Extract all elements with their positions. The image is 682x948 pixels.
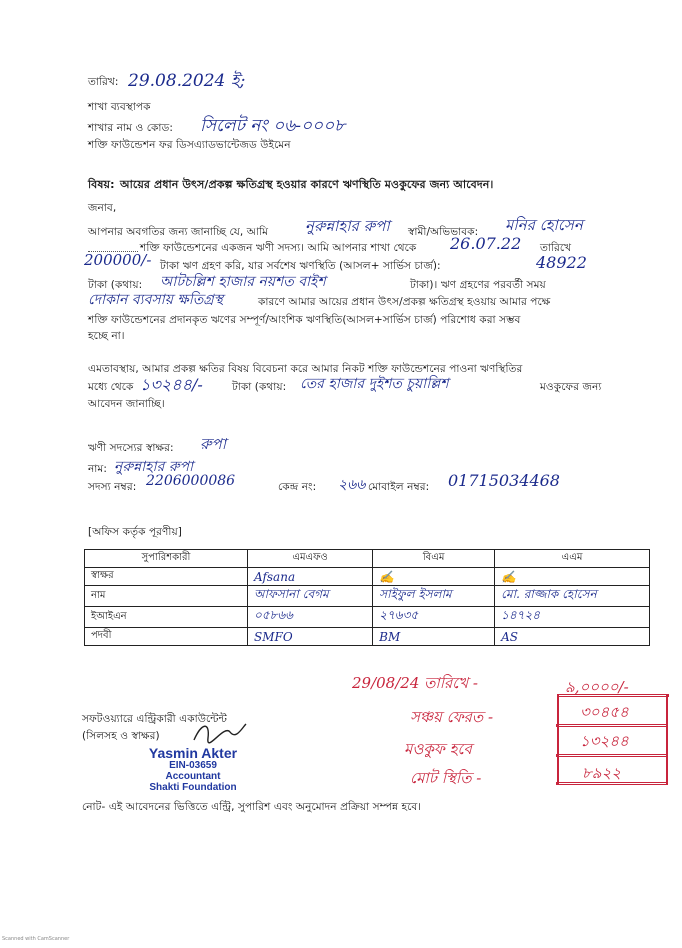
para1-t3: শক্তি ফাউন্ডেশনের একজন ঋণী সদস্য। আমি আপনার শাখা থেকে xyxy=(140,242,417,254)
table-cell: ১৪৭২৪ xyxy=(495,607,650,628)
member-sign-value: রুপা xyxy=(200,435,227,453)
para2-t5: আবেদন জানাচ্ছি। xyxy=(88,398,165,410)
branch-label: শাখার নাম ও কোড: xyxy=(88,122,173,134)
recommendation-table xyxy=(84,549,650,646)
table-cell: আফসানা বেগম xyxy=(248,586,373,607)
row-label: পদবী xyxy=(85,628,248,646)
date-label: তারিখ: xyxy=(88,76,119,88)
member-mobile-value: 01715034468 xyxy=(448,471,560,490)
para1-t5: টাকা ঋণ গ্রহণ করি, যার সর্বশেষ ঋণস্থিতি (আসল+ সার্ভিস চার্জ): xyxy=(160,260,441,272)
table-cell: AS xyxy=(495,628,650,646)
table-cell: সাইফুল ইসলাম xyxy=(373,586,495,607)
recipient-line1: শাখা ব্যবস্থাপক xyxy=(88,101,151,113)
table-row xyxy=(85,586,650,607)
salutation: জনাব, xyxy=(88,202,117,214)
para1-hw-words: আটচল্লিশ হাজার নয়শত বাইশ xyxy=(160,274,326,290)
table-cell: BM xyxy=(373,628,495,646)
accountant-signature xyxy=(190,718,250,746)
member-mobile-label: মোবাইল নম্বর: xyxy=(368,481,430,493)
member-no-value: 2206000086 xyxy=(146,473,236,489)
row-label: ইআইএন xyxy=(85,607,248,628)
para1-t2: স্বামী/অভিভাবক: xyxy=(408,226,479,238)
para1-hw-balance: 48922 xyxy=(536,253,587,272)
member-name-label: নাম: xyxy=(88,463,107,475)
software-line2: (সিলসহ ও স্বাক্ষর) xyxy=(82,730,160,742)
para1-t6: টাকা (কথায়: xyxy=(88,279,143,291)
stamp-title: Accountant xyxy=(165,771,221,782)
table-row xyxy=(85,607,650,628)
calc-line xyxy=(556,782,668,785)
para1-hw-amount: 200000/- xyxy=(84,251,152,269)
table-cell: মো. রাজ্জাক হোসেন xyxy=(495,586,650,607)
para1-hw-guardian: মনির হোসেন xyxy=(505,216,583,234)
table-header: এমএফও xyxy=(248,550,373,568)
stamp-org: Shakti Foundation xyxy=(149,782,237,793)
calc-line xyxy=(556,754,668,757)
table-cell: ✍ xyxy=(373,568,495,586)
member-no-label: সদস্য নম্বর: xyxy=(88,481,137,493)
table-row xyxy=(85,628,650,646)
member-name-value: নুরুন্নাহার রুপা xyxy=(114,459,194,475)
para1-hw-reason: দোকান ব্যবসায় ক্ষতিগ্রস্থ xyxy=(88,292,224,308)
para2-t2: মধ্যে থেকে xyxy=(88,381,134,393)
calc-l3: মওকুফ হবে xyxy=(404,740,472,758)
software-line1: সফটওয়্যারে এন্ট্রিকারী একাউন্টেন্ট xyxy=(82,713,227,725)
branch-value: সিলেট নং ০৬-০০০৮ xyxy=(200,116,346,136)
subject-text: আয়ের প্রধান উৎস/প্রকল্প ক্ষতিগ্রস্থ হওয়ার কারণে ঋণস্থিতি মওকুফের জন্য আবেদন। xyxy=(120,178,494,191)
note: নোট- এই আবেদনের ভিত্তিতে এন্ট্রি, সুপারিশ এবং অনুমোদন প্রক্রিয়া সম্পন্ন হবে। xyxy=(82,801,422,813)
member-sign-label: ঋণী সদস্যের স্বাক্ষর: xyxy=(88,442,174,454)
para1-t7: টাকা)। ঋণ গ্রহণের পরবর্তী সময় xyxy=(410,279,546,291)
member-center-value: ২৬৬ xyxy=(338,477,366,493)
calc-l1: 29/08/24 তারিখে - xyxy=(352,674,478,692)
calc-v1: ৯,০০০০/- xyxy=(565,678,629,696)
calc-l4: মোট স্থিতি - xyxy=(410,769,482,787)
para1-t10: হচ্ছে না। xyxy=(88,330,125,342)
para1-t4: তারিখে xyxy=(540,242,572,254)
camscanner-logo: Scanned with CamScanner xyxy=(2,936,70,942)
calc-line xyxy=(556,724,668,727)
para1-t8: কারণে আমার আয়ের প্রধান উৎস/প্রকল্প ক্ষতিগ্রস্থ হওয়ায় আমার পক্ষে xyxy=(258,296,551,308)
stamp-ein: EIN-03659 xyxy=(169,760,217,771)
table-cell: SMFO xyxy=(248,628,373,646)
para1-hw-name: নুরুন্নাহার রুপা xyxy=(305,217,390,235)
calc-v2: ৩০৪৫৪ xyxy=(580,703,629,721)
table-header: এএম xyxy=(495,550,650,568)
table-header-row xyxy=(85,550,650,568)
para1-t1: আপনার অবগতির জন্য জানাচ্ছি যে, আমি xyxy=(88,226,269,238)
table-header: সুপারিশকারী xyxy=(85,550,248,568)
member-center-label: কেন্দ্র নং: xyxy=(278,481,317,493)
calc-line xyxy=(666,694,668,784)
date-value: 29.08.2024 ই; xyxy=(128,71,246,91)
office-label: [অফিস কর্তৃক পূরণীয়] xyxy=(88,526,182,538)
table-row xyxy=(85,568,650,586)
table-cell: ২৭৬৩৫ xyxy=(373,607,495,628)
row-label: নাম xyxy=(85,586,248,607)
table-cell: ০৫৮৬৬ xyxy=(248,607,373,628)
subject-label: বিষয়: xyxy=(88,178,115,191)
calc-line xyxy=(557,694,559,784)
stamp-name: Yasmin Akter xyxy=(148,745,238,761)
calc-v4: ৮৯২২ xyxy=(582,764,621,782)
para2-hw-words: তের হাজার দুইশত চুয়াল্লিশ xyxy=(300,376,449,392)
calc-line xyxy=(557,694,669,697)
para2-t1: এমতাবস্থায়, আমার প্রকল্প ক্ষতির বিষয় বিবেচনা করে আমার নিকট শক্তি ফাউন্ডেশনের পাওনা ঋণস্থিতির xyxy=(88,363,523,375)
row-label: স্বাক্ষর xyxy=(85,568,248,586)
table-cell: Afsana xyxy=(248,568,373,586)
recipient-line3: শক্তি ফাউন্ডেশন ফর ডিসএ্যাডভান্টেজড উইমেন xyxy=(88,139,291,151)
para1-t9: শক্তি ফাউন্ডেশনের প্রদানকৃত ঋণের সম্পূর্ণ/আংশিক ঋণস্থিতি(আসল+সার্ভিস চার্জ) পরিশোধ করা সম্ভব xyxy=(88,314,521,326)
calc-v3: ১৩২৪৪ xyxy=(580,732,629,750)
para2-t3: টাকা (কথায়: xyxy=(232,381,287,393)
table-header: বিএম xyxy=(373,550,495,568)
table-cell: ✍ xyxy=(495,568,650,586)
para2-hw-amount: ১৩২৪৪/- xyxy=(140,375,203,394)
para1-hw-date: 26.07.22 xyxy=(450,234,522,253)
calc-l2: সঞ্চয় ফেরত - xyxy=(410,708,494,726)
para2-t4: মওকুফের জন্য xyxy=(540,381,602,393)
